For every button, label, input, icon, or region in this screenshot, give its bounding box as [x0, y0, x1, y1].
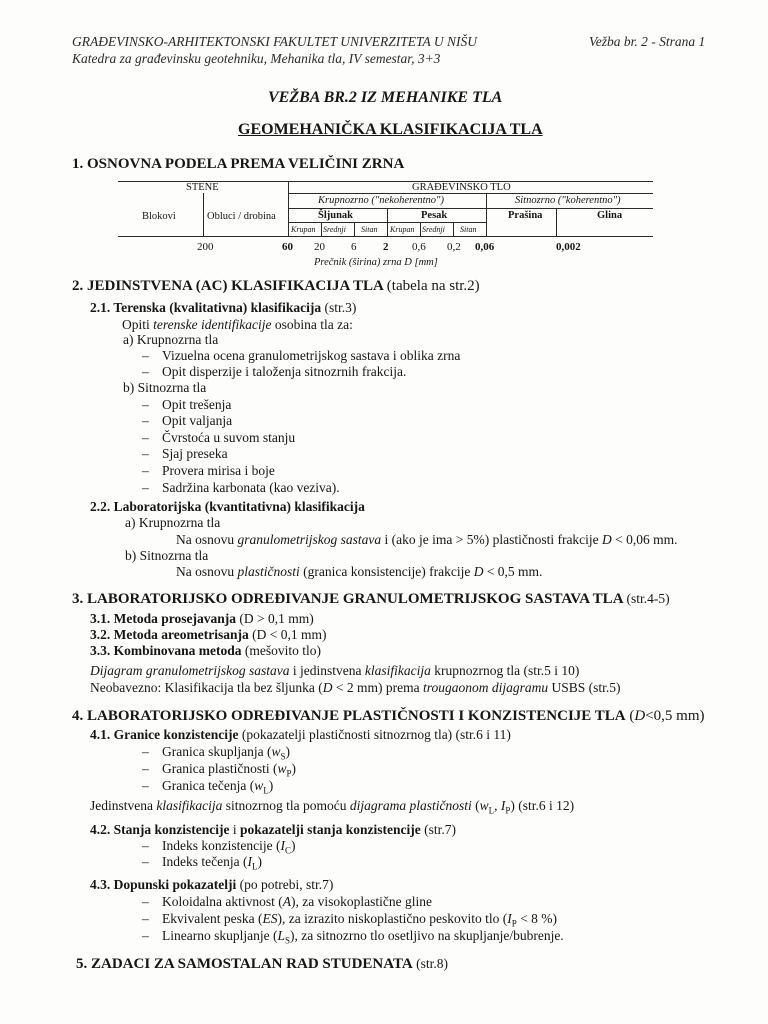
end: ) [268, 778, 274, 793]
l1c: klasifikacija [364, 663, 431, 678]
tick-0-6: 0,6 [412, 241, 426, 253]
t3: i (ako je ima > 5%) plastičnosti frakcije [381, 532, 603, 547]
g: L [488, 805, 495, 816]
sljunak-sitan: Sitan [361, 225, 378, 234]
diagram-line [90, 663, 579, 679]
a: Koloidalna aktivnost ( [162, 894, 283, 909]
t4: D [473, 564, 484, 579]
e: ( [471, 798, 480, 813]
sub: P [286, 768, 292, 779]
n-b: D [634, 708, 646, 724]
method-1-note: (D > 0,1 mm) [236, 611, 314, 626]
a: Jedinstvena [90, 798, 157, 813]
plasticity-chart-line [90, 798, 574, 816]
sym: w [254, 778, 264, 793]
list-item: – Sadržina karbonata (kao veziva). [142, 480, 340, 496]
table-vline-7 [354, 222, 355, 236]
subtitle: GEOMEHANIČKA KLASIFIKACIJA TLA [238, 121, 543, 138]
sub: S [280, 751, 286, 762]
tick-60: 60 [282, 241, 293, 253]
table-bottom-border [118, 236, 653, 237]
t4: D [602, 532, 612, 547]
list-item: – Provera mirisa i boje [142, 463, 275, 479]
list-item [142, 778, 273, 796]
obluci-cell: Obluci / drobina [207, 211, 276, 222]
l2c: < 2 mm) prema [332, 680, 424, 695]
t: Indeks konzistencije ( [162, 838, 281, 853]
t: Granica tečenja ( [162, 778, 255, 793]
t1: Na osnovu [176, 532, 238, 547]
table-vline-8 [420, 222, 421, 236]
s43-note: (po potrebi, str.7) [236, 877, 334, 892]
section-4-3-heading [90, 877, 333, 893]
prasina-cell: Prašina [508, 210, 543, 221]
section-3-title: 3. LABORATORIJSKO ODREĐIVANJE GRANULOMETRIJSKOG SASTAVA TLA [72, 591, 623, 607]
lab-fine-text [176, 564, 542, 580]
method-1-title: 3.1. Metoda prosejavanja [90, 611, 236, 626]
i: I [500, 798, 506, 813]
table-vline-3 [387, 208, 388, 236]
section-2-1-heading [90, 300, 356, 316]
sub: C [284, 845, 291, 856]
sub: L [251, 861, 258, 872]
intro-c: osobina tla za: [271, 317, 353, 332]
l1b: i jedinstvena [289, 663, 365, 678]
c: < 8 %) [516, 911, 558, 926]
sym: w [277, 761, 287, 776]
section-3-note: (str.4-5) [626, 591, 670, 606]
krupnozrno-header: Krupnozrno ("nekoherentno") [318, 195, 444, 206]
section-5-heading [76, 956, 448, 973]
b: ), za izrazito niskoplastično peskovito tlo ( [277, 911, 508, 926]
list-item: – Čvrstoća u suvom stanju [142, 430, 295, 446]
t2: granulometrijskog sastava [237, 532, 382, 547]
s41-note: (pokazatelji plastičnosti sitnozrnog tla) (str.6 i 11) [238, 727, 511, 742]
c: sitnozrnog tla pomoću [222, 798, 350, 813]
method-3-note: (mešovito tlo) [241, 643, 322, 658]
sym2: I [507, 911, 512, 926]
t5: < 0,06 mm. [611, 532, 678, 547]
section-2-1-title: 2.1. Terenska (kvalitativna) klasifikacija [90, 300, 322, 315]
pesak-sitan: Sitan [460, 225, 477, 234]
b: klasifikacija [156, 798, 223, 813]
page-indicator: Vežba br. 2 - Strana 1 [589, 34, 706, 49]
fine-soils-label: b) Sitnozrna tla [123, 380, 207, 395]
table-vline-2 [288, 181, 289, 236]
list-item [142, 854, 262, 872]
section-1-heading: 1. OSNOVNA PODELA PREMA VELIČINI ZRNA [72, 156, 405, 172]
section-2-1-intro [122, 317, 353, 333]
intro-a: Opiti [122, 317, 154, 332]
table-vline-4 [486, 193, 487, 236]
method-3-title: 3.3. Kombinovana metoda [90, 643, 242, 658]
lab-coarse-text [176, 532, 678, 548]
list-item: – Opit disperzije i taloženja sitnozrnih frakcija. [142, 364, 406, 380]
s42-title: 4.2. Stanja konzistencije [90, 822, 230, 837]
method-2 [90, 627, 326, 643]
method-2-note: (D < 0,1 mm) [248, 627, 327, 642]
section-4-heading [72, 708, 705, 725]
list-item: – Vizuelna ocena granulometrijskog sastava i oblika zrna [142, 348, 460, 364]
a: Linearno skupljanje ( [162, 928, 278, 943]
main-title: VEŽBA BR.2 IZ MEHANIKE TLA [268, 89, 503, 106]
l2b: D [322, 680, 333, 695]
t1: Na osnovu [176, 564, 238, 579]
axis-label: Prečnik (širina) zrna D [mm] [314, 257, 438, 268]
list-item [142, 761, 296, 779]
tick-200: 200 [197, 241, 214, 253]
tick-2: 2 [383, 241, 389, 253]
s42-mid: i [229, 822, 241, 837]
end: ) [285, 744, 290, 759]
method-3 [90, 643, 321, 659]
tick-20: 20 [314, 241, 325, 253]
sljunak-krupan: Krupan [291, 225, 316, 234]
sljunak-srednji: Srednji [323, 225, 346, 234]
section-2-2-heading: 2.2. Laboratorijska (kvantitativna) klasifikacija [90, 499, 365, 514]
section-5-note: (str.8) [412, 956, 448, 971]
s43-title: 4.3. Dopunski pokazatelji [90, 877, 237, 892]
sym: A [282, 894, 291, 909]
a: Ekvivalent peska ( [162, 911, 263, 926]
stene-header: STENE [186, 182, 219, 193]
section-2-note: (tabela na str.2) [386, 278, 480, 294]
section-2-1-note: (str.3) [324, 300, 357, 315]
section-2-heading [72, 278, 480, 295]
blokovi-cell: Blokovi [142, 211, 176, 222]
sub: S [284, 935, 290, 946]
sub: L [263, 785, 269, 796]
l1a: Dijagram granulometrijskog sastava [90, 663, 290, 678]
sym: w [271, 744, 281, 759]
t: Indeks tečenja ( [162, 854, 248, 869]
section-4-title: 4. LABORATORIJSKO ODREĐIVANJE PLASTIČNOSTI I KONZISTENCIJE TLA [72, 708, 626, 724]
list-item: – Opit valjanja [142, 413, 232, 429]
sym: I [280, 838, 285, 853]
n-c: <0,5 mm) [645, 708, 705, 724]
f: w [479, 798, 489, 813]
optional-line [90, 680, 621, 696]
glina-cell: Glina [597, 210, 623, 221]
table-row-line-2 [288, 208, 653, 209]
table-row-line-1 [288, 193, 653, 194]
tick-0-06: 0,06 [475, 241, 495, 253]
list-item: – Sjaj preseka [142, 446, 228, 462]
coarse-soils-label: a) Krupnozrna tla [123, 332, 219, 347]
faculty-name: GRAĐEVINSKO-ARHITEKTONSKI FAKULTET UNIVERZITETA U NIŠU [72, 34, 478, 49]
s42-note: (str.7) [420, 822, 456, 837]
intro-b: terenske identifikacije [153, 317, 272, 332]
l2e: USBS (str.5) [548, 680, 621, 695]
pesak-cell: Pesak [421, 210, 448, 221]
method-2-title: 3.2. Metoda areometrisanja [90, 627, 249, 642]
l2d: trougaonom dijagramu [423, 680, 549, 695]
sljunak-cell: Šljunak [318, 210, 354, 221]
end: ) [290, 838, 296, 853]
lab-coarse-label: a) Krupnozrna tla [125, 515, 221, 530]
list-item [142, 894, 432, 910]
j: P [505, 805, 511, 816]
section-3-heading [72, 591, 670, 608]
sitnozrno-header: Sitnozrno ("koherentno") [515, 195, 621, 206]
k: ) (str.6 i 12) [510, 798, 575, 813]
t2: plastičnosti [237, 564, 300, 579]
tick-0-002: 0,002 [556, 241, 581, 253]
table-vline-1 [203, 193, 204, 236]
tick-0-2: 0,2 [447, 241, 461, 253]
department-line: Katedra za građevinsku geotehniku, Mehanika tla, IV semestar, 3+3 [72, 51, 441, 66]
pesak-krupan: Krupan [390, 225, 415, 234]
l2a: Neobavezno: Klasifikacija tla bez šljunka ( [90, 680, 323, 695]
t: Granica skupljanja ( [162, 744, 272, 759]
end: ) [291, 761, 296, 776]
t3: (granica konsistencije) frakcije [299, 564, 474, 579]
table-vline-9 [453, 222, 454, 236]
list-item [142, 911, 557, 929]
b: ), za sitnozrno tlo osetljivo na skupljanje/bubrenje. [290, 928, 564, 943]
end: ) [257, 854, 262, 869]
lab-fine-label: b) Sitnozrna tla [125, 548, 209, 563]
list-item: – Opit trešenja [142, 397, 231, 413]
gradjevinsko-header: GRAĐEVINSKO TLO [412, 182, 511, 193]
tick-6: 6 [351, 241, 357, 253]
pesak-srednji: Srednji [422, 225, 445, 234]
table-vline-5 [556, 208, 557, 236]
sym: I [247, 854, 252, 869]
t5: < 0,5 mm. [483, 564, 543, 579]
sub2: P [511, 918, 517, 929]
list-item [142, 928, 564, 946]
t: Granica plastičnosti ( [162, 761, 278, 776]
s41-title: 4.1. Granice konzistencije [90, 727, 239, 742]
b: ), za visokoplastične gline [290, 894, 432, 909]
list-item [142, 744, 290, 762]
s42-title2: pokazatelji stanja konzistencije [240, 822, 421, 837]
d: dijagrama plastičnosti [349, 798, 472, 813]
method-1 [90, 611, 314, 627]
n-a: ( [625, 708, 635, 724]
section-4-2-heading [90, 822, 456, 838]
section-5-title: 5. ZADACI ZA SAMOSTALAN RAD STUDENATA [76, 956, 413, 972]
section-4-1-heading [90, 727, 511, 743]
h: , [494, 798, 501, 813]
sym: ES [262, 911, 278, 926]
l1d: krupnozrnog tla (str.5 i 10) [430, 663, 580, 678]
sym: L [277, 928, 285, 943]
table-vline-6 [321, 222, 322, 236]
section-2-title: 2. JEDINSTVENA (AC) KLASIFIKACIJA TLA [72, 278, 384, 294]
